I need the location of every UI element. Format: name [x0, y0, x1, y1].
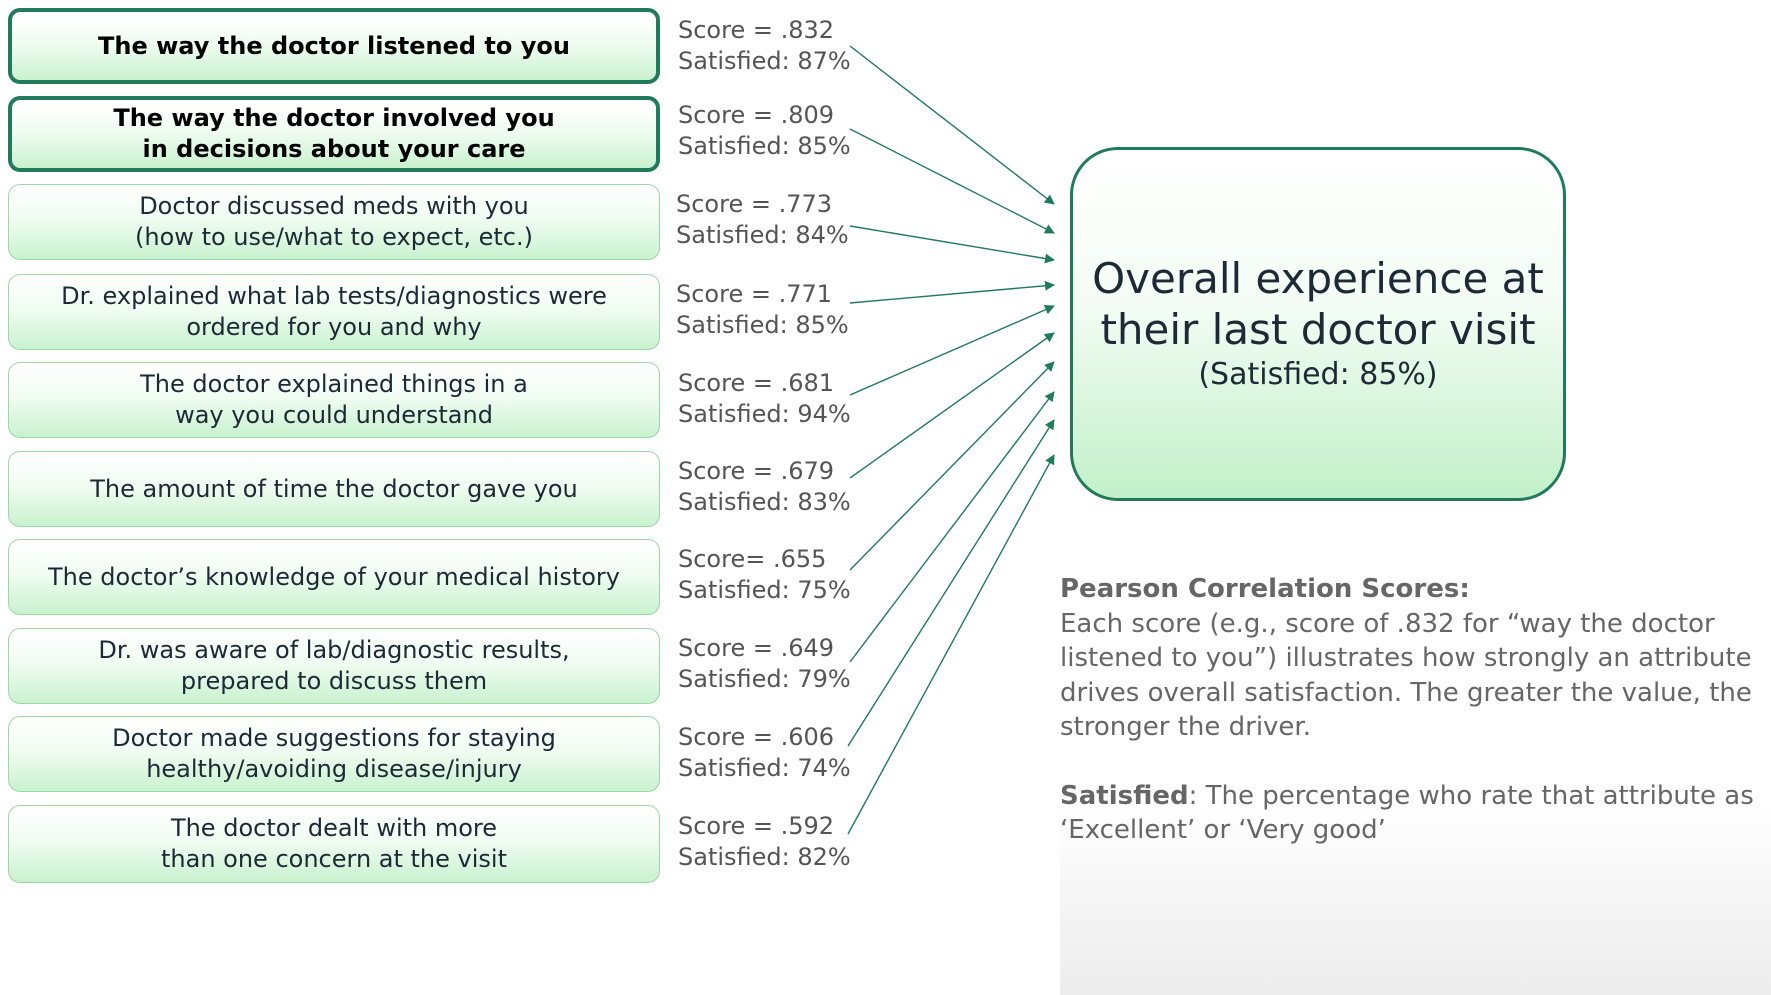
arrow-explained: [850, 306, 1054, 395]
satisfied-value: Satisfied: 75%: [678, 576, 851, 604]
satisfied-value: Satisfied: 82%: [678, 843, 851, 871]
score-value: Score = .832: [678, 16, 835, 44]
outcome-title: Overall experience at their last doctor visit: [1092, 254, 1544, 354]
arrow-meds: [850, 226, 1054, 260]
note-body: Each score (e.g., score of .832 for “way the doctor listened to you”) illustrates how strongly an attribute drives overall satisfaction. The greater the value, the stronger the driver.: [1060, 608, 1752, 742]
note-satisfied-definition: [1060, 779, 1771, 848]
score-value: Score = .681: [678, 369, 835, 397]
note-heading: Pearson Correlation Scores:: [1060, 574, 1470, 604]
driver-label: Doctor made suggestions for staying healthy/avoiding disease/injury: [112, 724, 556, 783]
score-value: Score = .809: [678, 101, 835, 129]
satisfied-value: Satisfied: 84%: [676, 221, 849, 249]
driver-label: The doctor’s knowledge of your medical history: [48, 562, 620, 591]
note-satisfied-text: : The percentage who rate that attribute as ‘Excellent’ or ‘Very good’: [1060, 780, 1754, 845]
satisfied-value: Satisfied: 87%: [678, 47, 851, 75]
satisfied-value: Satisfied: 79%: [678, 665, 851, 693]
note-satisfied-term: Satisfied: [1060, 780, 1189, 811]
arrow-lab-tests: [850, 285, 1054, 303]
driver-label: The way the doctor listened to you: [98, 31, 570, 60]
score-value: Score = .592: [678, 812, 835, 840]
satisfied-value: Satisfied: 83%: [678, 488, 851, 516]
score-value: Score = .773: [676, 190, 833, 218]
arrow-time: [850, 333, 1054, 478]
outcome-box: [1070, 147, 1566, 501]
driver-label: The amount of time the doctor gave you: [90, 474, 578, 503]
satisfied-value: Satisfied: 85%: [678, 132, 851, 160]
satisfied-value: Satisfied: 74%: [678, 754, 851, 782]
driver-label: Dr. was aware of lab/diagnostic results, prepared to discuss them: [98, 636, 570, 695]
score-value: Score = .771: [676, 280, 833, 308]
outcome-satisfied: (Satisfied: 85%): [1198, 357, 1438, 392]
score-value: Score = .679: [678, 457, 835, 485]
score-value: Score= .655: [678, 545, 827, 573]
driver-label: The doctor dealt with more than one concern at the visit: [160, 814, 507, 873]
satisfied-value: Satisfied: 85%: [676, 311, 849, 339]
satisfied-value: Satisfied: 94%: [678, 400, 851, 428]
arrow-aware-results: [850, 392, 1054, 662]
arrow-history: [850, 362, 1054, 570]
explanation-note: [1060, 572, 1771, 995]
driver-label: Dr. explained what lab tests/diagnostics were ordered for you and why: [61, 282, 607, 341]
driver-label: The way the doctor involved you in decisions about your care: [113, 104, 555, 163]
arrow-suggestions: [848, 420, 1054, 746]
driver-label: The doctor explained things in a way you could understand: [140, 370, 528, 429]
score-value: Score = .606: [678, 723, 835, 751]
driver-label: Doctor discussed meds with you (how to use/what to expect, etc.): [135, 192, 533, 251]
note-spacer: [1060, 745, 1771, 779]
score-value: Score = .649: [678, 634, 835, 662]
arrow-concerns: [848, 455, 1054, 834]
